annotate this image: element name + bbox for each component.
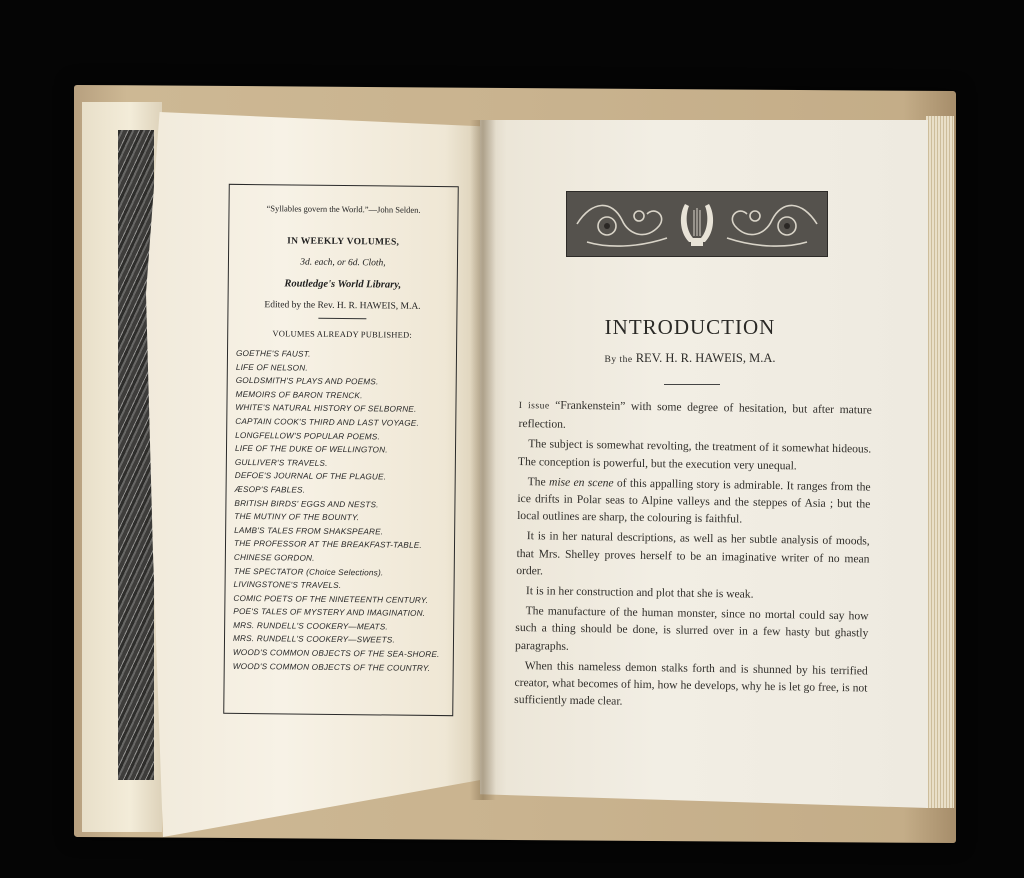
paragraph: The manufacture of the human monster, since no mortal could say how such a thing should be done, is slurred over in a few hasty but ghastly paragraphs. <box>514 604 869 653</box>
paragraph-text: of this appalling story is admirable. It ranges from the ice drifts in Polar seas to Alpine valleys and the steppes of Asia ; but the local outlines are sharp, the colouring is faithful. <box>517 476 871 526</box>
paragraph-lead: The <box>527 474 550 489</box>
byline-name: REV. H. R. HAWEIS, M.A. <box>635 351 776 365</box>
paragraph: The subject is somewhat revolting, the treatment of it somewhat hideous. The conception is powerful, but the execution very unequal. <box>517 437 872 472</box>
byline-prefix: By the <box>604 355 633 365</box>
editor-line: Edited by the Rev. H. R. HAWEIS, M.A. <box>264 300 421 312</box>
paragraph: It is in her natural descriptions, as well as her subtle analysis of moods, that Mrs. Shelley proves herself to be an imaginative writer of no mean order. <box>516 529 870 578</box>
chapter-title: INTRODUCTION <box>604 315 776 339</box>
lyre-icon <box>567 192 827 256</box>
paragraph: It is in her construction and plot that she is weak. <box>525 584 754 601</box>
list-item: MRS. RUNDELL'S COOKERY—MEATS. <box>233 620 388 632</box>
headpiece-ornament <box>566 191 828 257</box>
list-item: CHINESE GORDON. <box>233 552 315 563</box>
divider <box>318 318 366 320</box>
library-name: Routledge's World Library, <box>284 278 402 291</box>
book-gutter <box>470 120 496 800</box>
italic-phrase: mise en scene <box>548 475 614 490</box>
paragraph-lead: I issue <box>518 400 550 412</box>
list-item: THE SPECTATOR (Choice Selections). <box>233 566 384 577</box>
list-item: MEMOIRS OF BARON TRENCK. <box>235 389 363 401</box>
introduction-text <box>514 396 872 717</box>
volumes-published-heading: VOLUMES ALREADY PUBLISHED: <box>272 328 412 340</box>
paragraph: When this nameless demon stalks forth and is shunned by his terrified creator, what becomes of him, how he develops, why he is let go free, is not sufficiently made clear. <box>514 658 868 708</box>
list-item: WOOD'S COMMON OBJECTS OF THE SEA-SHORE. <box>232 647 440 660</box>
epigraph: “Syllables govern the World.”—John Selden. <box>266 203 421 215</box>
price-line: 3d. each, or 6d. Cloth, <box>300 257 386 269</box>
list-item: GOETHE'S FAUST. <box>235 348 311 359</box>
right-page-edges <box>926 116 954 808</box>
divider <box>664 384 720 385</box>
list-item: THE PROFESSOR AT THE BREAKFAST-TABLE. <box>233 539 422 551</box>
list-item: ÆSOP'S FABLES. <box>234 484 306 495</box>
paragraph <box>518 396 872 438</box>
list-item: POE'S TALES OF MYSTERY AND IMAGINATION. <box>233 607 426 619</box>
volume-list <box>233 347 452 675</box>
list-item: GULLIVER'S TRAVELS. <box>234 457 328 468</box>
list-item: MRS. RUNDELL'S COOKERY—SWEETS. <box>232 634 396 646</box>
author-byline <box>540 351 840 366</box>
marbled-endpaper <box>118 130 154 780</box>
weekly-volumes-heading: IN WEEKLY VOLUMES, <box>287 236 400 248</box>
list-item: BRITISH BIRDS' EGGS AND NESTS. <box>234 498 379 509</box>
advertisement-box <box>223 184 459 716</box>
list-item: CAPTAIN COOK'S THIRD AND LAST VOYAGE. <box>235 416 420 428</box>
list-item: THE MUTINY OF THE BOUNTY. <box>234 512 360 523</box>
list-item: LAMB'S TALES FROM SHAKSPEARE. <box>234 525 384 537</box>
list-item: LIVINGSTONE'S TRAVELS. <box>233 579 342 591</box>
list-item: WOOD'S COMMON OBJECTS OF THE COUNTRY. <box>232 661 431 673</box>
list-item: WHITE'S NATURAL HISTORY OF SELBORNE. <box>235 403 417 415</box>
list-item: GOLDSMITH'S PLAYS AND POEMS. <box>235 376 379 387</box>
paragraph <box>517 473 871 530</box>
list-item: DEFOE'S JOURNAL OF THE PLAGUE. <box>234 471 387 482</box>
list-item: LONGFELLOW'S POPULAR POEMS. <box>235 430 381 441</box>
paragraph-text: “Frankenstein” with some degree of hesitation, but after mature reflection. <box>518 398 872 431</box>
list-item: COMIC POETS OF THE NINETEENTH CENTURY. <box>233 593 429 605</box>
list-item: LIFE OF THE DUKE OF WELLINGTON. <box>234 444 388 455</box>
list-item: LIFE OF NELSON. <box>235 362 308 373</box>
